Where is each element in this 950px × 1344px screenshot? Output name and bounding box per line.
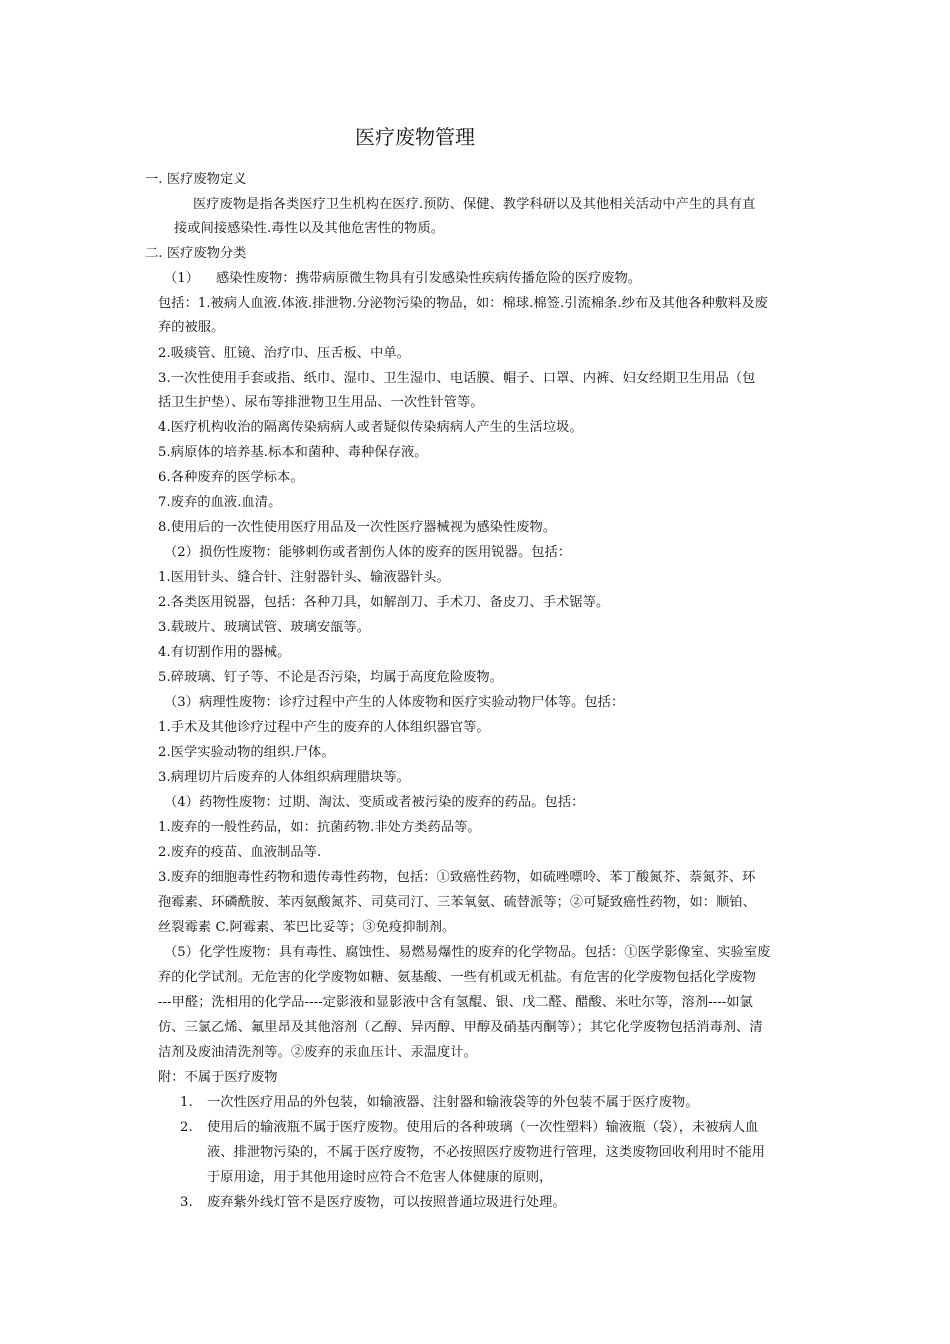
section-heading-definition: 一. 医疗废物定义: [145, 172, 247, 187]
paragraph-line: 医疗废物是指各类医疗卫生机构在医疗.预防、保健、教学科研以及其他相关活动中产生的具有直: [193, 197, 756, 212]
appendix-item-line: 废弃紫外线灯管不是医疗废物，可以按照普通垃圾进行处理。: [207, 1195, 566, 1210]
paragraph-line: 接或间接感染性.毒性以及其他危害性的物质。: [174, 221, 445, 236]
list-item: 1.废弃的一般性药品，如：抗菌药物.非处方类药品等。: [158, 820, 481, 835]
list-item: 3.载玻片、玻璃试管、玻璃安瓿等。: [158, 620, 371, 635]
category-1-heading: 感染性废物：携带病原微生物具有引发感染性疾病传播危险的医疗废物。: [216, 271, 642, 286]
list-item: 8.使用后的一次性使用医疗用品及一次性医疗器械视为感染性废物。: [158, 520, 557, 535]
category-4-heading: （4）药物性废物：过期、淘汰、变质或者被污染的废弃的药品。包括：: [164, 795, 585, 810]
category-1-number: （1）: [164, 271, 200, 286]
list-item: 6.各种废弃的医学标本。: [158, 470, 304, 485]
appendix-item-line: 液、排泄物污染的，不属于医疗废物，不必按照医疗废物进行管理，这类废物回收利用时不能用: [207, 1145, 766, 1160]
paragraph-line: 仿、三氯乙烯、氟里昂及其他溶剂（乙醇、异丙醇、甲醇及硝基丙酮等）；其它化学废物包括消毒剂、清: [158, 1020, 763, 1035]
list-item: 括卫生护垫）、尿布等排泄物卫生用品、一次性针管等。: [158, 395, 484, 410]
list-item: 3.病理切片后废弃的人体组织病理腊块等。: [158, 770, 410, 785]
list-item: 1.手术及其他诊疗过程中产生的废弃的人体组织器官等。: [158, 720, 490, 735]
section-heading-classification: 二. 医疗废物分类: [145, 246, 247, 261]
appendix-item-number: 2.: [180, 1120, 193, 1135]
list-item: 5.碎玻璃、钉子等、不论是否污染，均属于高度危险废物。: [158, 670, 503, 685]
list-item: 2.各类医用锐器，包括：各种刀具，如解剖刀、手术刀、备皮刀、手术锯等。: [158, 595, 610, 610]
category-5-heading: （5）化学性废物：具有毒性、腐蚀性、易燃易爆性的废弃的化学物品。包括：①医学影像室、实验室废: [164, 945, 771, 960]
appendix-item-number: 1.: [180, 1095, 193, 1110]
paragraph-line: 弃的化学试剂。无危害的化学废物如糖、氨基酸、一些有机或无机盐。有危害的化学废物包括化学废物: [158, 970, 756, 985]
category-3-heading: （3）病理性废物：诊疗过程中产生的人体废物和医疗实验动物尸体等。包括：: [164, 695, 625, 710]
list-item: 2.废弃的疫苗、血液制品等.: [158, 845, 322, 860]
paragraph-line: 弃的被服。: [158, 320, 225, 335]
paragraph-line: ---甲醛；洗相用的化学品----定影液和显影液中含有氢醌、银、戊二醛、醋酸、米吐尔等，溶剂----如氯: [158, 995, 753, 1010]
category-2-heading: （2）损伤性废物：能够刺伤或者割伤人体的废弃的医用锐器。包括：: [164, 545, 572, 560]
appendix-item-line: 于原用途，用于其他用途时应符合不危害人体健康的原则，: [207, 1170, 553, 1185]
appendix-item-line: 一次性医疗用品的外包装，如输液器、注射器和输液袋等的外包装不属于医疗废物。: [207, 1095, 699, 1110]
list-item: 4.有切割作用的器械。: [158, 645, 291, 660]
list-item: 7.废弃的血液.血清。: [158, 495, 282, 510]
list-item: 3.废弃的细胞毒性药物和遗传毒性药物，包括：①致癌性药物，如硫唑嘌呤、苯丁酸氮芥、萘氮芥、环: [158, 870, 756, 885]
list-item: 5.病原体的培养基.标本和菌种、毒种保存液。: [158, 445, 428, 460]
paragraph-line: 包括：1.被病人血液.体液.排泄物.分泌物污染的物品，如：棉球.棉签.引流棉条.纱布及其他各种敷料及废: [158, 296, 768, 311]
list-item: 2.吸痰管、肛镜、治疗巾、压舌板、中单。: [158, 346, 410, 361]
appendix-item-line: 使用后的输液瓶不属于医疗废物。使用后的各种玻璃（一次性塑料）输液瓶（袋），未被病人血: [207, 1120, 759, 1135]
list-item: 2.医学实验动物的组织.尸体。: [158, 745, 335, 760]
list-item: 3.一次性使用手套或指、纸巾、湿巾、卫生湿巾、电话膜、帽子、口罩、内裤、妇女经期卫生用品（包: [158, 371, 756, 386]
list-item: 孢霉素、环磷酰胺、苯丙氨酸氮芥、司莫司汀、三苯氧氨、硫替派等；②可疑致癌性药物，如：顺铂、: [158, 895, 756, 910]
appendix-item-number: 3.: [180, 1195, 193, 1210]
document-title: 医疗废物管理: [355, 125, 475, 149]
paragraph-line: 洁剂及废油清洗剂等。②废弃的汞血压计、汞温度计。: [158, 1045, 477, 1060]
list-item: 4.医疗机构收治的隔离传染病病人或者疑似传染病病人产生的生活垃圾。: [158, 420, 583, 435]
list-item: 1.医用针头、缝合针、注射器针头、输液器针头。: [158, 570, 450, 585]
list-item: 丝裂霉素 C.阿霉素、苯巴比妥等；③免疫抑制剂。: [158, 920, 456, 935]
appendix-heading: 附：不属于医疗废物: [158, 1070, 278, 1085]
